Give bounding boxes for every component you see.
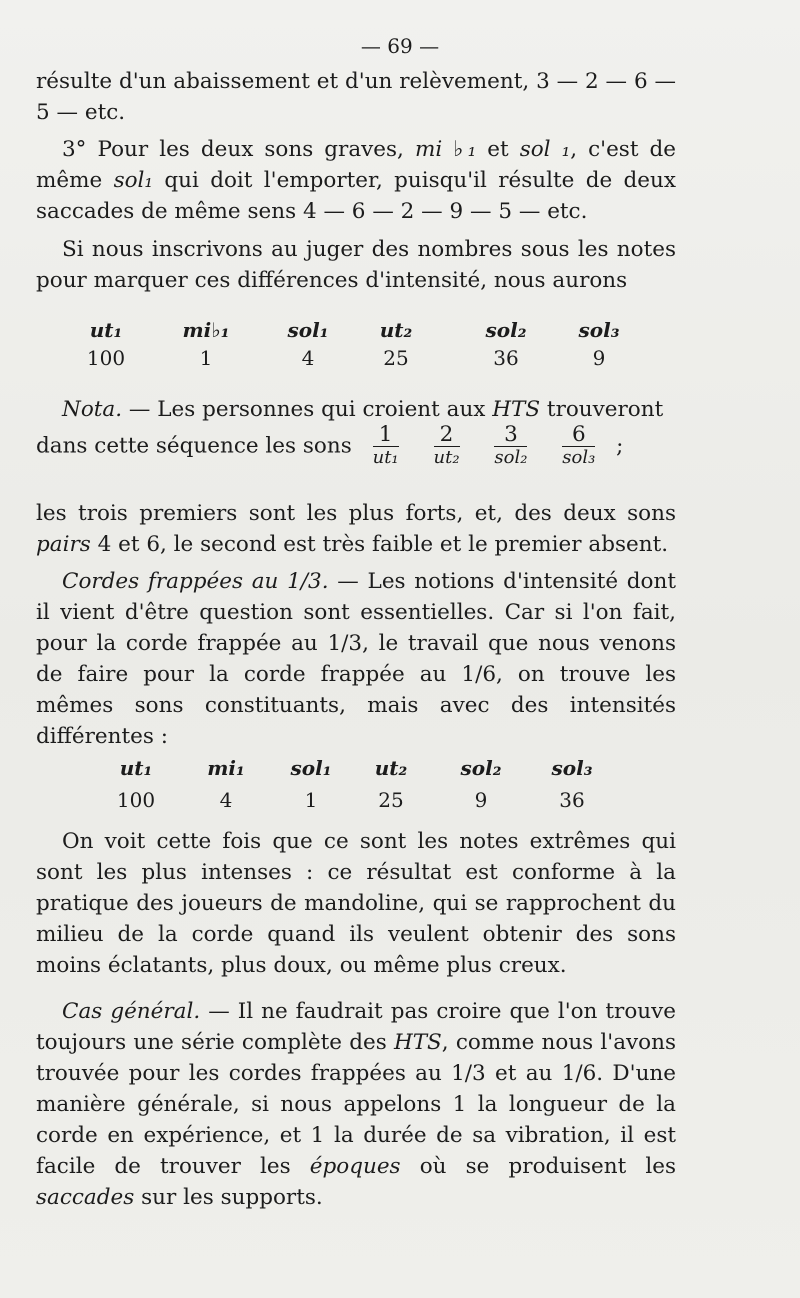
fraction-denominator: sol₂ xyxy=(494,447,528,468)
nota-text-1: — Les personnes qui croient aux xyxy=(122,397,493,422)
table-1-note: mi♭₁ xyxy=(182,318,230,342)
table-1-value: 36 xyxy=(493,346,519,370)
fraction-numerator: 3 xyxy=(494,424,527,447)
table-1-value: 1 xyxy=(199,346,213,370)
sequence-fraction xyxy=(373,424,399,469)
p7-title: Cas général. xyxy=(62,999,201,1024)
p2-rest: qui doit l'emporter, puisqu'il résulte de deux saccades de même sens 4 — 6 — 2 — 9 — 5 — etc. xyxy=(36,168,676,224)
paragraph-4 xyxy=(36,498,676,560)
fraction-numerator: 6 xyxy=(562,424,595,447)
p7-d: sur les supports. xyxy=(134,1185,323,1210)
p7-hts: HTS xyxy=(393,1030,442,1055)
p7-saccades: saccades xyxy=(36,1185,135,1210)
paragraph-1: résulte d'un abaissement et d'un relèvement, 3 — 2 — 6 — 5 — etc. xyxy=(36,69,676,125)
paragraph-5 xyxy=(36,566,676,752)
table-1-value: 25 xyxy=(383,346,409,370)
table-2-notes-row xyxy=(36,756,676,784)
table-2-value: 9 xyxy=(474,788,488,812)
p2-sol1: sol₁ xyxy=(113,168,154,193)
fraction-numerator: 1 xyxy=(373,424,399,447)
table-2-value: 1 xyxy=(304,788,318,812)
p4-a: les trois premiers sont les plus forts, et, des deux sons xyxy=(36,501,676,526)
p2-mi: mi ♭₁ xyxy=(414,137,477,162)
p5-text: — Les notions d'intensité dont il vient d'être question sont essentielles. Car si l'on fait, pour la corde frappée au 1/3, le travail que nous venons de faire pour la corde frappée au 1/6, on trouve les mêmes sons constituants, mais avec des intensités différentes : xyxy=(36,569,676,749)
table-2-note: ut₂ xyxy=(374,756,408,780)
table-2-value: 4 xyxy=(219,788,233,812)
table-2-value: 25 xyxy=(378,788,404,812)
table-1-note: ut₂ xyxy=(379,318,413,342)
table-2-note: sol₂ xyxy=(460,756,502,780)
sequence-fraction xyxy=(494,424,527,469)
p4-pairs: pairs xyxy=(36,532,91,557)
p7-c: où se produisent les xyxy=(400,1154,676,1179)
table-2-values-row xyxy=(36,788,676,816)
nota-paragraph xyxy=(36,394,676,425)
nota-hts: HTS xyxy=(492,397,541,422)
table-2-note: sol₃ xyxy=(551,756,593,780)
table-1-value: 9 xyxy=(592,346,606,370)
intensity-table-2 xyxy=(36,756,676,816)
table-1-value: 100 xyxy=(86,346,126,370)
sequence-prefix: dans cette séquence les sons xyxy=(36,433,352,459)
p5-title: Cordes frappées au 1/3. xyxy=(62,569,329,594)
p7-epoques: époques xyxy=(309,1154,401,1179)
table-2-value: 100 xyxy=(116,788,156,812)
sequence-line xyxy=(36,424,676,469)
paragraph-6: On voit cette fois que ce sont les notes extrêmes qui sont les plus intenses : ce résultat est conforme à la pratique des joueurs de mandoline, qui se rapprochent du milieu de la corde quand ils veulent obtenir des sons moins éclatants, plus doux, ou même plus creux. xyxy=(36,829,676,978)
paragraph-7 xyxy=(36,996,676,1213)
table-1-note: sol₁ xyxy=(287,318,329,342)
paragraph-3: Si nous inscrivons au juger des nombres sous les notes pour marquer ces différences d'intensité, nous aurons xyxy=(36,237,676,293)
table-1-note: ut₁ xyxy=(89,318,123,342)
nota-label: Nota. xyxy=(62,397,123,422)
fraction-denominator: sol₃ xyxy=(562,447,596,468)
p2-sol: sol ₁ xyxy=(519,137,571,162)
fraction-numerator: 2 xyxy=(434,424,460,447)
p7-a: — Il ne faudrait pas croire que l'on trouve toujours une série complète des xyxy=(36,999,676,1055)
fraction-denominator: ut₁ xyxy=(372,447,399,468)
table-1-note: sol₃ xyxy=(578,318,620,342)
table-2-note: ut₁ xyxy=(119,756,153,780)
p2-c: , c'est de même xyxy=(36,137,677,193)
p2-et: et xyxy=(476,137,520,162)
fraction-denominator: ut₂ xyxy=(433,447,460,468)
p7-b: , comme nous l'avons trouvée pour les cordes frappées au 1/3 et au 1/6. D'une manière générale, si nous appelons 1 la longueur de la corde en expérience, et 1 la durée de sa vibration, il est facile de trouver les xyxy=(36,1030,676,1179)
intensity-table-1 xyxy=(36,318,676,374)
page-number: — 69 — xyxy=(360,34,440,58)
nota-text-2: trouveront xyxy=(540,397,664,422)
table-1-note: sol₂ xyxy=(485,318,527,342)
p4-b: 4 et 6, le second est très faible et le premier absent. xyxy=(90,532,669,557)
paragraph-2 xyxy=(36,134,676,227)
sequence-end: ; xyxy=(616,433,624,459)
table-1-value: 4 xyxy=(301,346,315,370)
table-1-notes-row xyxy=(36,318,676,346)
p2-prefix: 3° Pour les deux sons graves, xyxy=(62,137,415,162)
table-2-note: sol₁ xyxy=(290,756,332,780)
table-2-value: 36 xyxy=(559,788,585,812)
sequence-fraction xyxy=(434,424,460,469)
sequence-fraction xyxy=(562,424,595,469)
table-1-values-row xyxy=(36,346,676,374)
table-2-note: mi₁ xyxy=(207,756,245,780)
